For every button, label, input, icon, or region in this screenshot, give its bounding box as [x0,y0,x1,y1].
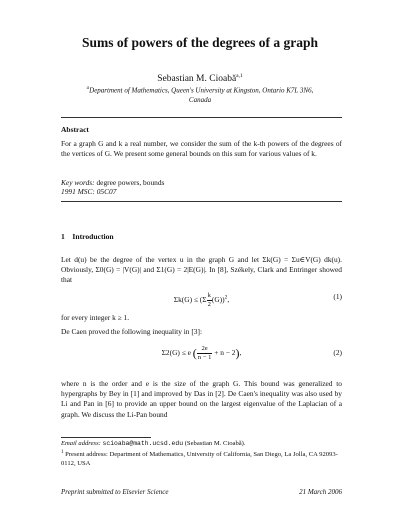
eq1-number: (1) [333,292,342,301]
eq2-end: , [239,348,242,358]
affiliation-line-1: Department of Mathematics, Queen's University at Kingston, Ontario K7L 3N6, [89,86,314,95]
affiliation-superscript: a [86,86,90,91]
footnote-mark: 1 [61,450,64,455]
keywords-value: degree powers, bounds [96,178,165,187]
author-name: Sebastian M. Cioabă [157,74,237,85]
footnote-rule [61,437,151,438]
abstract-bottom-rule [61,201,342,202]
eq1-frac-den: 2 [207,301,211,308]
eq1-rhs: (G)) [211,295,225,305]
preprint-date: 21 March 2006 [299,488,342,496]
eq1-tail: , [227,295,230,305]
eq1-exponent: 2 [224,294,228,301]
footnote-address [61,449,342,468]
author-superscript: a,1 [236,73,243,79]
affiliation [50,84,350,105]
footnote-email-address[interactable]: scioaba@math.ucsd.edu [102,440,184,447]
author-line [0,73,400,84]
intro-paragraph-4: where n is the order and e is the size of the graph G. This bound was generalized to hypergraphs by Bey in [1] and improved by Das in [2]. De Caen's inequality was also used by Li and Pan in [6] to provide an upper bound on the largest eigenvalue of the Laplacian of a graph. We discuss the Li-Pan bound [61,379,342,419]
eq2-frac-den: n − 1 [197,354,212,361]
msc-label: 1991 MSC: [61,187,95,197]
keywords-label: Key words: [61,178,95,187]
affiliation-line-2: Canada [188,96,212,105]
footnote-address-text: Present address: Department of Mathematics, University of California, San Diego, La Jolla, CA 92093-0112, USA [61,451,338,467]
eq1-frac-num: k [207,292,211,299]
keywords-block [61,178,164,197]
eq2-right-paren: ) [235,346,240,360]
section-title: Introduction [72,232,114,241]
intro-paragraph-2: for every integer k ≥ 1. [61,313,130,322]
eq2-lhs: Σ2(G) ≤ e [161,348,191,358]
eq1-lhs: Σk(G) ≤ (Σ [173,295,207,305]
eq2-fraction [197,345,213,362]
equation-1 [61,292,342,309]
intro-paragraph-3: De Caen proved the following inequality in [3]: [61,327,203,336]
eq2-frac-num: 2e [197,345,213,354]
eq2-tail: + n − 2 [214,348,236,358]
abstract-heading: Abstract [61,125,89,134]
abstract-top-rule [61,117,342,118]
eq2-left-paren: ( [192,346,197,360]
intro-paragraph-1: Let d(u) be the degree of the vertex u in the graph G and let Σk(G) = Σu∈V(G) dk(u). Obviously, Σ0(G) = |V(G)| and Σ1(G) = 2|E(G)|. In [8], Székely, Clark and Entringer showed that [61,255,342,285]
footnote-email-label: Email address: [61,440,101,447]
section-number: 1 [61,232,65,241]
paper-title: Sums of powers of the degrees of a graph [82,35,318,50]
section-heading [61,232,114,241]
footnote-email [61,440,342,449]
msc-value: 05C07 [96,187,117,197]
equation-2 [61,345,342,362]
preprint-note: Preprint submitted to Elsevier Science [61,488,169,496]
footnote-email-name: (Sebastian M. Cioabă). [184,440,246,447]
eq2-number: (2) [333,348,342,357]
abstract-text: For a graph G and k a real number, we consider the sum of the k-th powers of the degrees of the vertices of G. We present some general bounds on this sum for various values of k. [61,139,342,158]
